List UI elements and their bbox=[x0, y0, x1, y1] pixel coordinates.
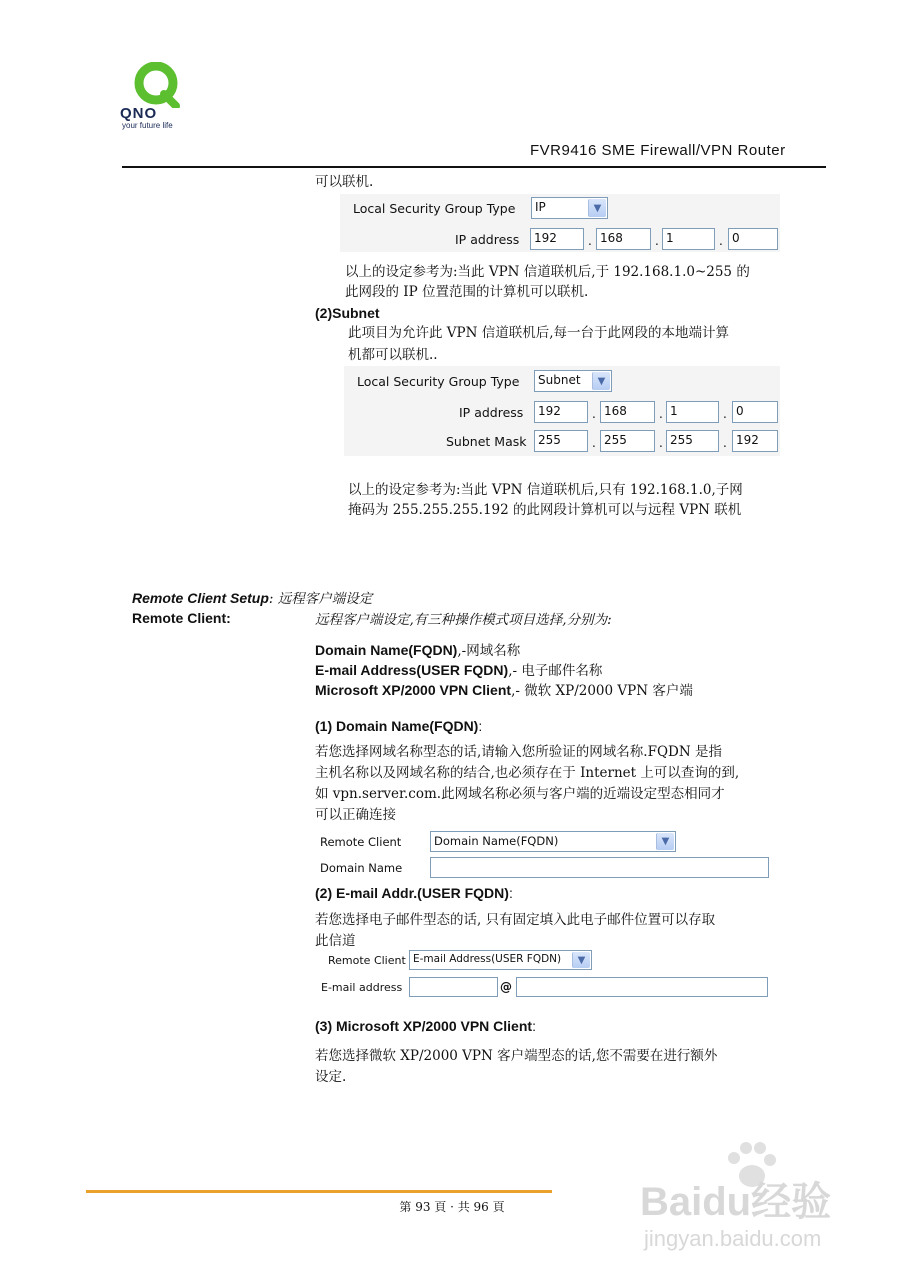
ip-octet-3-field[interactable]: 1 bbox=[662, 228, 715, 250]
ip-dot-separator: . bbox=[588, 234, 592, 248]
mode-item bbox=[315, 680, 693, 701]
mode-desc: ,- 电子邮件名称 bbox=[508, 663, 603, 679]
remote-client-select-value: Domain Name(FQDN) bbox=[434, 834, 559, 848]
mask-dot-separator: . bbox=[723, 436, 727, 450]
mode-item bbox=[315, 660, 602, 681]
chevron-down-icon[interactable]: ▼ bbox=[588, 199, 606, 217]
local-group-type-select[interactable] bbox=[531, 197, 608, 219]
email-address-label: E-mail address bbox=[321, 981, 403, 994]
chevron-down-icon[interactable]: ▼ bbox=[592, 372, 610, 390]
qno-logo-icon bbox=[124, 62, 188, 108]
email-domain-input[interactable] bbox=[516, 977, 768, 997]
baidu-watermark bbox=[640, 1140, 860, 1260]
chevron-down-icon[interactable]: ▼ bbox=[656, 833, 674, 850]
ip-dot-separator: . bbox=[655, 234, 659, 248]
domain-heading-text: (1) Domain Name(FQDN) bbox=[315, 718, 479, 734]
ip-address-label: IP address bbox=[455, 232, 520, 247]
logo-wordmark: QNO bbox=[120, 105, 158, 122]
remote-client-label: Remote Client: bbox=[132, 610, 231, 626]
ms-heading-text: (3) Microsoft XP/2000 VPN Client bbox=[315, 1018, 533, 1034]
email-heading bbox=[315, 883, 513, 902]
subnet-mask-label: Subnet Mask bbox=[446, 434, 527, 449]
logo-tagline: your future life bbox=[122, 121, 173, 130]
ms-heading bbox=[315, 1016, 536, 1035]
page-number: 第 93 頁 · 共 96 頁 bbox=[399, 1200, 505, 1214]
watermark-brand: Baidu经验 bbox=[640, 1180, 832, 1224]
document-header-title: FVR9416 SME Firewall/VPN Router bbox=[530, 142, 786, 159]
email-desc-line: 若您选择电子邮件型态的话, 只有固定填入此电子邮件位置可以存取 bbox=[315, 912, 716, 928]
local-group-type-label: Local Security Group Type bbox=[357, 374, 520, 389]
domain-name-input[interactable] bbox=[430, 857, 769, 878]
ip-note-line-2: 此网段的 IP 位置范围的计算机可以联机. bbox=[345, 284, 589, 300]
mask-dot-separator: . bbox=[659, 436, 663, 450]
at-symbol: @ bbox=[500, 980, 512, 994]
subnet-mask-octet-3-field[interactable]: 255 bbox=[666, 430, 719, 452]
ip-octet-2-field[interactable]: 168 bbox=[596, 228, 651, 250]
email-remote-client-label: Remote Client bbox=[328, 954, 406, 967]
brand-logo bbox=[116, 62, 196, 134]
subnet-note-line-2: 掩码为 255.255.255.192 的此网段计算机可以与远程 VPN 联机 bbox=[348, 502, 742, 518]
ms-desc-line: 若您选择微软 XP/2000 VPN 客户端型态的话,您不需要在进行额外 bbox=[315, 1048, 718, 1064]
subnet-note-line-1: 以上的设定参考为:当此 VPN 信道联机后,只有 192.168.1.0,子网 bbox=[348, 482, 743, 498]
domain-desc-line: 主机名称以及网域名称的结合,也必须存在于 Internet 上可以查询的到, bbox=[315, 765, 740, 781]
subnet-desc-line-1: 此项目为允许此 VPN 信道联机后,每一台于此网段的本地端计算 bbox=[348, 325, 730, 341]
mode-desc: ,-网域名称 bbox=[457, 643, 521, 659]
email-desc-line: 此信道 bbox=[315, 933, 356, 949]
mode-name: Domain Name(FQDN) bbox=[315, 642, 458, 658]
subnet-heading: (2)Subnet bbox=[315, 305, 380, 321]
footer-divider bbox=[86, 1190, 552, 1193]
email-remote-client-select[interactable] bbox=[409, 950, 592, 970]
remote-setup-title: Remote Client Setup bbox=[132, 590, 269, 606]
mode-name: Microsoft XP/2000 VPN Client bbox=[315, 682, 512, 698]
local-group-type-label: Local Security Group Type bbox=[353, 201, 516, 216]
email-heading-text: (2) E-mail Addr.(USER FQDN) bbox=[315, 885, 509, 901]
heading-colon: : bbox=[508, 885, 513, 901]
domain-desc-line: 如 vpn.server.com.此网域名称必须与客户端的近端设定型态相同才 bbox=[315, 786, 725, 802]
ip-note-line-1: 以上的设定参考为:当此 VPN 信道联机后,于 192.168.1.0~255 的 bbox=[345, 264, 750, 280]
email-user-input[interactable] bbox=[409, 977, 498, 997]
domain-heading bbox=[315, 716, 482, 735]
subnet-ip-octet-2-field[interactable]: 168 bbox=[600, 401, 655, 423]
subnet-group-type-select[interactable] bbox=[534, 370, 612, 392]
subnet-mask-octet-2-field[interactable]: 255 bbox=[600, 430, 655, 452]
ip-octet-1-field[interactable]: 192 bbox=[530, 228, 584, 250]
watermark-url: jingyan.baidu.com bbox=[644, 1226, 822, 1251]
header-divider bbox=[122, 166, 826, 168]
mode-item bbox=[315, 640, 520, 661]
ip-dot-separator: . bbox=[592, 407, 596, 421]
ip-octet-4-field[interactable]: 0 bbox=[728, 228, 778, 250]
subnet-mask-octet-1-field[interactable]: 255 bbox=[534, 430, 588, 452]
subnet-ip-octet-1-field[interactable]: 192 bbox=[534, 401, 588, 423]
ip-address-label: IP address bbox=[459, 405, 524, 420]
remote-setup-subtitle: : 远程客户端设定 bbox=[268, 591, 373, 607]
subnet-mask-octet-4-field[interactable]: 192 bbox=[732, 430, 778, 452]
email-remote-client-value: E-mail Address(USER FQDN) bbox=[413, 953, 562, 965]
local-group-type-value: IP bbox=[535, 200, 546, 214]
subnet-desc-line-2: 机都可以联机.. bbox=[348, 347, 438, 363]
heading-colon: : bbox=[478, 718, 483, 734]
domain-desc-line: 若您选择网域名称型态的话,请输入您所验证的网域名称.FQDN 是指 bbox=[315, 744, 722, 760]
heading-colon: : bbox=[532, 1018, 536, 1034]
ip-dot-separator: . bbox=[719, 234, 723, 248]
domain-desc-line: 可以正确连接 bbox=[315, 807, 396, 823]
subnet-group-type-value: Subnet bbox=[538, 373, 581, 387]
ip-dot-separator: . bbox=[723, 407, 727, 421]
mask-dot-separator: . bbox=[592, 436, 596, 450]
remote-setup-heading bbox=[132, 588, 372, 609]
ms-desc-line: 设定. bbox=[315, 1069, 347, 1085]
remote-client-select[interactable] bbox=[430, 831, 676, 852]
subnet-ip-octet-3-field[interactable]: 1 bbox=[666, 401, 719, 423]
chevron-down-icon[interactable]: ▼ bbox=[572, 952, 590, 968]
remote-intro-text: 远程客户端设定,有三种操作模式项目选择,分别为: bbox=[315, 612, 612, 628]
remote-client-field-label: Remote Client bbox=[320, 835, 402, 849]
mode-desc: ,- 微软 XP/2000 VPN 客户端 bbox=[511, 683, 693, 699]
ip-dot-separator: . bbox=[659, 407, 663, 421]
ip-intro-text: 可以联机. bbox=[315, 174, 374, 190]
mode-name: E-mail Address(USER FQDN) bbox=[315, 662, 509, 678]
domain-name-field-label: Domain Name bbox=[320, 861, 403, 875]
subnet-ip-octet-4-field[interactable]: 0 bbox=[732, 401, 778, 423]
